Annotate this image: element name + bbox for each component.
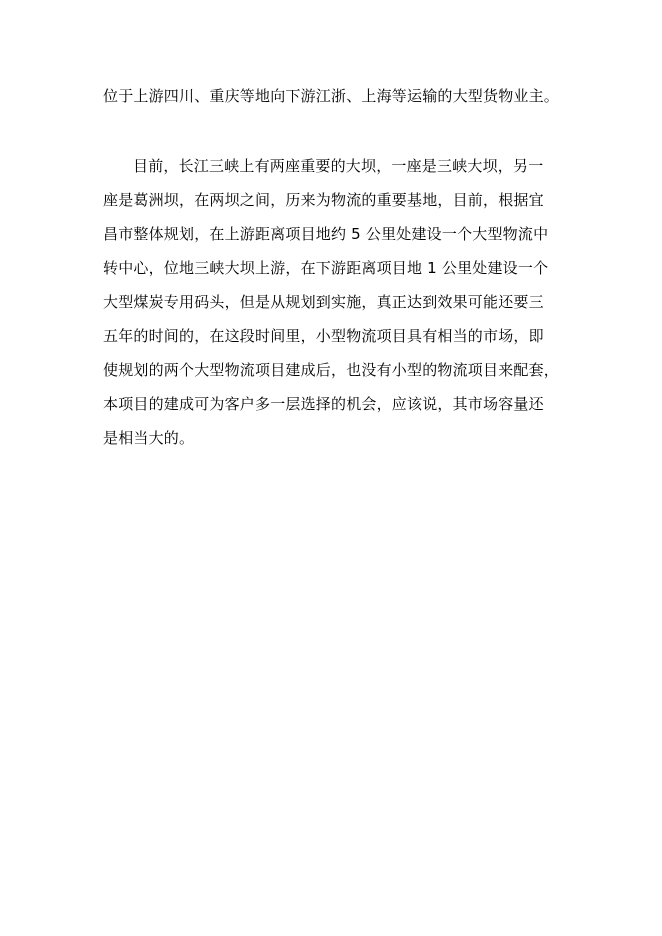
paragraph-2-line-4: 转中心，位地三峡大坝上游，在下游距离项目地 1 公里处建设一个 xyxy=(103,259,549,277)
paragraph-2-line-1: 目前，长江三峡上有两座重要的大坝，一座是三峡大坝，另一 xyxy=(133,157,544,175)
paragraph-2-line-2: 座是葛洲坝，在两坝之间，历来为物流的重要基地，目前，根据宜 xyxy=(103,191,544,209)
paragraph-2-line-3: 昌市整体规划，在上游距离项目地约 5 公里处建设一个大型物流中 xyxy=(103,225,549,243)
paragraph-2-line-5: 大型煤炭专用码头，但是从规划到实施，真正达到效果可能还要三 xyxy=(103,293,544,311)
paragraph-2-line-6: 五年的时间的，在这段时间里，小型物流项目具有相当的市场，即 xyxy=(103,327,544,345)
paragraph-1-line-1: 位于上游四川、重庆等地向下游江浙、上海等运输的大型货物业主。 xyxy=(103,87,560,105)
paragraph-2-line-9: 是相当大的。 xyxy=(103,429,195,447)
paragraph-2-line-8: 本项目的建成可为客户多一层选择的机会，应该说，其市场容量还 xyxy=(103,395,544,413)
paragraph-2-line-7: 使规划的两个大型物流项目建成后，也没有小型的物流项目来配套， xyxy=(103,361,560,379)
